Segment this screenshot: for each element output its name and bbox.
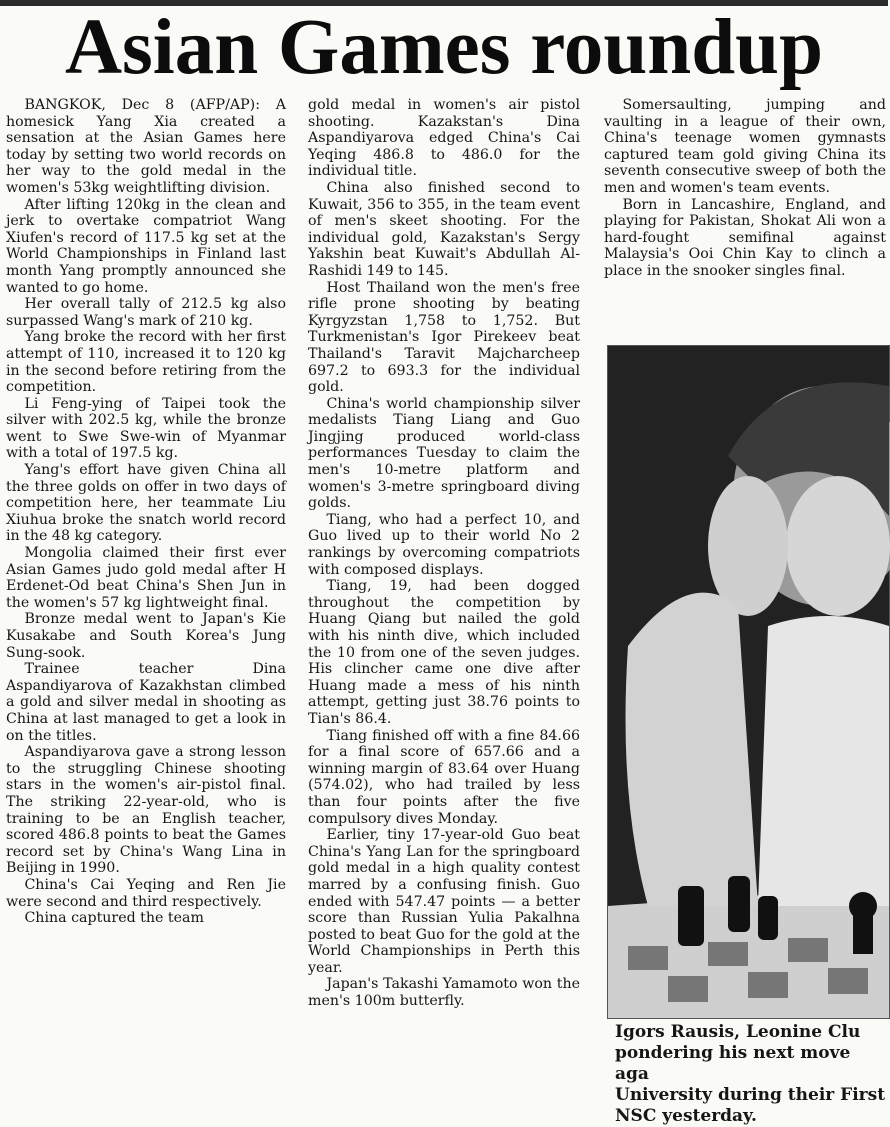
paragraph: Aspandiyarova gave a strong lesson to the struggling Chinese shooting stars in the women's air-pistol final. The striking 22-year-old, who is training to be an English teacher, scored 486.8 points to beat the Games record set by China's Wang Lina in Beijing in 1990. — [6, 744, 286, 877]
paragraph: Born in Lancashire, England, and playing for Pakistan, Shokat Ali won a hard-fought semifinal against Malaysia's Ooi Chin Kay to clinch a place in the snooker singles final. — [604, 196, 886, 279]
article-column-2 — [308, 97, 580, 1109]
paragraph: China also finished second to Kuwait, 356 to 355, in the team event of men's skeet shooting. For the individual gold, Kazakstan's Sergy Yakshin beat Kuwait's Abdullah Al-Rashidi 149 to 145. — [308, 179, 580, 279]
paragraph: Tiang finished off with a fine 84.66 for a final score of 657.66 and a winning margin of 83.64 over Huang (574.02), who had trailed by less than four points after the five compulsory dives Monday. — [308, 727, 580, 827]
paragraph: Bronze medal went to Japan's Kie Kusakabe and South Korea's Jung Sung-sook. — [6, 611, 286, 661]
paragraph: China captured the team — [24, 910, 204, 927]
paragraph: Mongolia claimed their first ever Asian Games judo gold medal after H Erdenet-Od beat China's Shen Jun in the women's 57 kg lightweight final. — [6, 545, 286, 611]
paragraph: Tiang, 19, had been dogged throughout the competition by Huang Qiang but nailed the gold with his ninth dive, which included the 10 from one of the seven judges. His clincher came one dive after Huang made a mess of his ninth attempt, getting just 38.76 points to Tian's 86.4. — [308, 578, 580, 727]
paragraph: BANGKOK, Dec 8 (AFP/AP): A homesick Yang Xia created a sensation at the Asian Games here today by setting two world records on her way to the gold medal in the women's 53kg weightlifting division. — [6, 97, 286, 196]
photo-caption: Igors Rausis, Leonine Clu pondering his next move aga University during their First NSC yesterday. — [615, 1022, 886, 1126]
paragraph: Trainee teacher Dina Aspandiyarova of Kazakhstan climbed a gold and silver medal in shooting as China at last managed to get a look in on the titles. — [6, 661, 286, 744]
paragraph: Yang's effort have given China all the three golds on offer in two days of competition here, her teammate Liu Xiuhua broke the snatch world record in the 48 kg category. — [6, 462, 286, 545]
article-column-1 — [6, 97, 286, 1109]
paragraph: China's world championship silver medalists Tiang Liang and Guo Jingjing produced world-class performances Tuesday to claim the men's 10-metre platform and women's 3-metre springboard diving golds. — [308, 395, 580, 512]
paragraph: Earlier, tiny 17-year-old Guo beat China's Yang Lan for the springboard gold medal in a high quality contest marred by a confusing finish. Guo ended with 547.47 points — a better score than Russian Yulia Pakalhna posted to beat Guo for the gold at the World Championships in Perth this year. — [308, 827, 580, 976]
headline: Asian Games roundup — [64, 4, 824, 91]
paragraph: China's Cai Yeqing and Ren Jie were second and third respectively. — [6, 876, 286, 910]
paragraph: gold medal in women's air pistol shooting. Kazakstan's Dina Aspandiyarova edged China's Cai Yeqing 486.8 to 486.0 for the individual title. — [308, 97, 580, 180]
paragraph: Li Feng-ying of Taipei took the silver with 202.5 kg, while the bronze went to Swe Swe-win of Myanmar with a total of 197.5 kg. — [6, 395, 286, 462]
paragraph: Tiang, who had a perfect 10, and Guo lived up to their world No 2 rankings by overcoming compatriots with composed displays. — [308, 511, 580, 578]
article-column-3 — [604, 97, 886, 327]
paragraph: Somersaulting, jumping and vaulting in a league of their own, China's teenage women gymnasts captured team gold giving China its seventh consecutive sweep of both the men and women's team events. — [604, 97, 886, 196]
chess-player-photo — [607, 345, 890, 1019]
paragraph: After lifting 120kg in the clean and jerk to overtake compatriot Wang Xiufen's record of 117.5 kg set at the World Championships in Finland last month Yang promptly announced she wanted to go home. — [6, 196, 286, 296]
paragraph: Her overall tally of 212.5 kg also surpassed Wang's mark of 210 kg. — [6, 296, 286, 329]
paragraph: Host Thailand won the men's free rifle prone shooting by beating Kyrgyzstan 1,758 to 1,752. But Turkmenistan's Igor Pirekeev beat Thailand's Taravit Majcharcheep 697.2 to 693.3 for the individual gold. — [308, 279, 580, 396]
paragraph: Yang broke the record with her first attempt of 110, increased it to 120 kg in the second before retiring from the competition. — [6, 329, 286, 396]
paragraph: Japan's Takashi Yamamoto won the men's 100m butterfly. — [308, 976, 580, 1010]
